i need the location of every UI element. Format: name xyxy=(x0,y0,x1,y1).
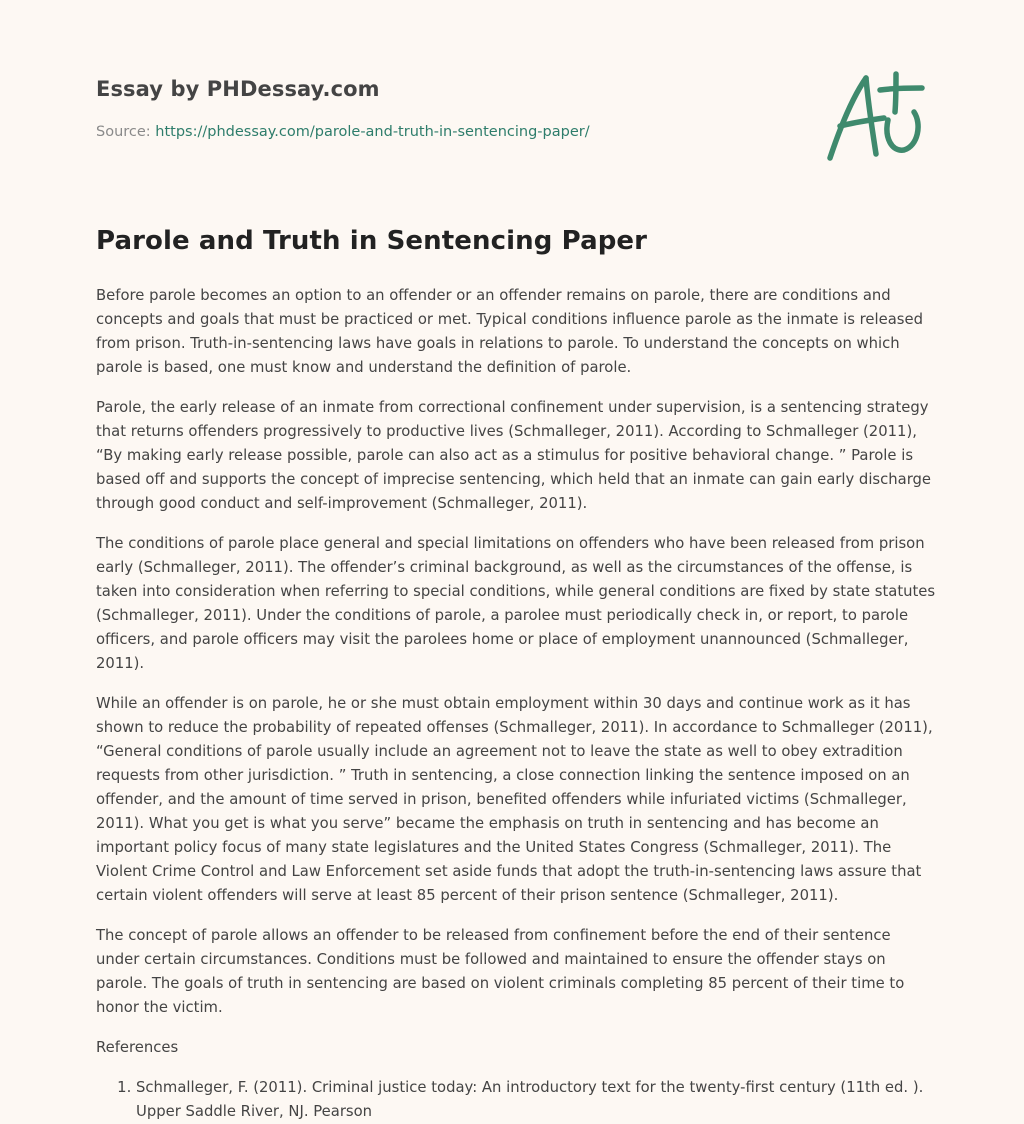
source-link[interactable]: https://phdessay.com/parole-and-truth-in-sentencing-paper/ xyxy=(155,124,590,140)
paragraph: Parole, the early release of an inmate from correctional confinement under supervision, is a sentencing strategy that returns offenders progressively to productive lives (Schmalleger, 2011). According to Schmalleger (2011), “By making early release possible, parole can also act as a stimulus for positive behavioral change. ” Parole is based off and supports the concept of imprecise sentencing, which held that an inmate can gain early discharge through good conduct and self-improvement (Schmalleger, 2011). xyxy=(96,399,932,512)
reference-item: 1. Schmalleger, F. (2011). Criminal justice today: An introductory text for the twenty-first century (11th ed. ). Upper Saddle River, NJ. Pearson xyxy=(136,1076,936,1124)
source-label: Source: xyxy=(96,124,156,140)
logo-text: A+ xyxy=(822,68,824,69)
references-heading: References xyxy=(96,1039,179,1056)
document-title: Parole and Truth in Sentencing Paper xyxy=(96,226,648,256)
paragraph: The concept of parole allows an offender to be released from confinement before the end of their sentence under certain circumstances. Conditions must be followed and maintained to ensure the offender stays on parole. The goals of truth in sentencing are based on violent criminals completing 85 percent of their time to honor the victim. xyxy=(96,927,905,1016)
references-list xyxy=(96,1076,936,1124)
paragraph: While an offender is on parole, he or she must obtain employment within 30 days and continue work as it has shown to reduce the probability of repeated offenses (Schmalleger, 2011). In accordance to Schmalleger (2011), “General conditions of parole usually include an agreement not to leave the state as well to obey extradition requests from other jurisdiction. ” Truth in sentencing, a close connection linking the sentence imposed on an offender, and the amount of time served in prison, benefited offenders while infuriated victims (Schmalleger, 2011). What you get is what you serve” became the emphasis on truth in sentencing and has become an important policy focus of many state legislatures and the United States Congress (Schmalleger, 2011). The Violent Crime Control and Law Enforcement set aside funds that adopt the truth-in-sentencing laws assure that certain violent offenders will serve at least 85 percent of their prison sentence (Schmalleger, 2011). xyxy=(96,695,933,904)
document-body xyxy=(96,284,936,1124)
paragraph: Before parole becomes an option to an offender or an offender remains on parole, there are conditions and concepts and goals that must be practiced or met. Typical conditions influence parole as the inmate is released from prison. Truth-in-sentencing laws have goals in relations to parole. To understand the concepts on which parole is based, one must know and understand the definition of parole. xyxy=(96,287,923,376)
site-title: Essay by PHDessay.com xyxy=(96,77,380,101)
paragraph: The conditions of parole place general and special limitations on offenders who have been released from prison early (Schmalleger, 2011). The offender’s criminal background, as well as the circumstances of the offense, is taken into consideration when referring to special conditions, while general conditions are fixed by state statutes (Schmalleger, 2011). Under the conditions of parole, a parolee must periodically check in, or report, to parole officers, and parole officers may visit the parolees home or place of employment unannounced (Schmalleger, 2011). xyxy=(96,535,936,672)
a-plus-logo-icon xyxy=(822,68,928,164)
source-line xyxy=(96,124,590,140)
